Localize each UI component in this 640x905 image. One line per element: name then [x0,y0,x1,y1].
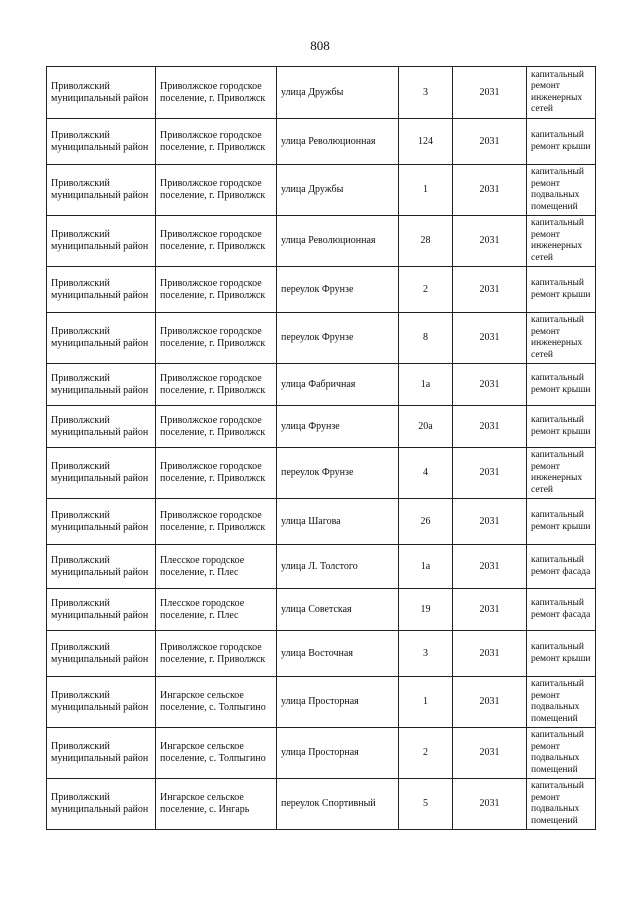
settlement-cell: Ингарское сельское поселение, с. Толпыгино [156,677,277,728]
house-number-cell: 26 [399,499,453,545]
settlement-cell: Приволжское городское поселение, г. Приволжск [156,406,277,448]
work-type-cell: капитальный ремонт подвальных помещений [527,165,596,216]
year-cell: 2031 [453,406,527,448]
house-number-cell: 2 [399,267,453,313]
district-cell: Приволжский муниципальный район [47,545,156,589]
settlement-cell: Приволжское городское поселение, г. Приволжск [156,165,277,216]
year-cell: 2031 [453,267,527,313]
street-cell: улица Просторная [277,677,399,728]
house-number-cell: 1а [399,545,453,589]
work-type-cell: капитальный ремонт крыши [527,267,596,313]
table-row [47,67,596,119]
work-type-cell: капитальный ремонт фасада [527,545,596,589]
district-cell: Приволжский муниципальный район [47,677,156,728]
year-cell: 2031 [453,364,527,406]
table-row [47,119,596,165]
settlement-cell: Приволжское городское поселение, г. Приволжск [156,313,277,364]
district-cell: Приволжский муниципальный район [47,779,156,830]
house-number-cell: 2 [399,728,453,779]
house-number-cell: 1а [399,364,453,406]
page-number: 808 [310,38,330,53]
house-number-cell: 3 [399,67,453,119]
table-row [47,216,596,267]
table-row [47,779,596,830]
street-cell: улица Фабричная [277,364,399,406]
house-number-cell: 8 [399,313,453,364]
work-type-cell: капитальный ремонт подвальных помещений [527,779,596,830]
table-row [47,677,596,728]
year-cell: 2031 [453,313,527,364]
table-row [47,448,596,499]
district-cell: Приволжский муниципальный район [47,165,156,216]
year-cell: 2031 [453,545,527,589]
settlement-cell: Плесское городское поселение, г. Плес [156,545,277,589]
work-type-cell: капитальный ремонт инженерных сетей [527,216,596,267]
year-cell: 2031 [453,499,527,545]
street-cell: улица Просторная [277,728,399,779]
settlement-cell: Приволжское городское поселение, г. Приволжск [156,448,277,499]
table-row [47,589,596,631]
year-cell: 2031 [453,119,527,165]
work-type-cell: капитальный ремонт крыши [527,631,596,677]
registry-table-body [47,67,596,830]
work-type-cell: капитальный ремонт подвальных помещений [527,677,596,728]
house-number-cell: 20а [399,406,453,448]
year-cell: 2031 [453,589,527,631]
settlement-cell: Приволжское городское поселение, г. Приволжск [156,499,277,545]
district-cell: Приволжский муниципальный район [47,631,156,677]
work-type-cell: капитальный ремонт крыши [527,499,596,545]
year-cell: 2031 [453,779,527,830]
settlement-cell: Приволжское городское поселение, г. Приволжск [156,267,277,313]
district-cell: Приволжский муниципальный район [47,267,156,313]
district-cell: Приволжский муниципальный район [47,448,156,499]
street-cell: переулок Спортивный [277,779,399,830]
work-type-cell: капитальный ремонт подвальных помещений [527,728,596,779]
district-cell: Приволжский муниципальный район [47,589,156,631]
table-row [47,499,596,545]
table-row [47,545,596,589]
district-cell: Приволжский муниципальный район [47,499,156,545]
settlement-cell: Приволжское городское поселение, г. Приволжск [156,631,277,677]
year-cell: 2031 [453,677,527,728]
table-row [47,406,596,448]
year-cell: 2031 [453,448,527,499]
settlement-cell: Ингарское сельское поселение, с. Толпыгино [156,728,277,779]
street-cell: улица Советская [277,589,399,631]
table-row [47,364,596,406]
street-cell: переулок Фрунзе [277,448,399,499]
house-number-cell: 1 [399,165,453,216]
settlement-cell: Приволжское городское поселение, г. Приволжск [156,119,277,165]
district-cell: Приволжский муниципальный район [47,67,156,119]
settlement-cell: Ингарское сельское поселение, с. Ингарь [156,779,277,830]
settlement-cell: Приволжское городское поселение, г. Приволжск [156,364,277,406]
house-number-cell: 5 [399,779,453,830]
year-cell: 2031 [453,216,527,267]
district-cell: Приволжский муниципальный район [47,216,156,267]
registry-table [46,66,596,830]
house-number-cell: 124 [399,119,453,165]
year-cell: 2031 [453,165,527,216]
street-cell: переулок Фрунзе [277,313,399,364]
district-cell: Приволжский муниципальный район [47,728,156,779]
work-type-cell: капитальный ремонт фасада [527,589,596,631]
street-cell: улица Фрунзе [277,406,399,448]
table-row [47,728,596,779]
house-number-cell: 4 [399,448,453,499]
district-cell: Приволжский муниципальный район [47,364,156,406]
street-cell: улица Восточная [277,631,399,677]
table-row [47,165,596,216]
district-cell: Приволжский муниципальный район [47,313,156,364]
year-cell: 2031 [453,67,527,119]
work-type-cell: капитальный ремонт крыши [527,364,596,406]
table-row [47,267,596,313]
house-number-cell: 1 [399,677,453,728]
table-row [47,631,596,677]
district-cell: Приволжский муниципальный район [47,406,156,448]
work-type-cell: капитальный ремонт крыши [527,119,596,165]
year-cell: 2031 [453,631,527,677]
street-cell: улица Дружбы [277,67,399,119]
work-type-cell: капитальный ремонт инженерных сетей [527,313,596,364]
settlement-cell: Приволжское городское поселение, г. Приволжск [156,67,277,119]
street-cell: улица Л. Толстого [277,545,399,589]
street-cell: улица Революционная [277,119,399,165]
work-type-cell: капитальный ремонт инженерных сетей [527,448,596,499]
street-cell: улица Дружбы [277,165,399,216]
house-number-cell: 3 [399,631,453,677]
table-row [47,313,596,364]
year-cell: 2031 [453,728,527,779]
settlement-cell: Плесское городское поселение, г. Плес [156,589,277,631]
street-cell: улица Шагова [277,499,399,545]
district-cell: Приволжский муниципальный район [47,119,156,165]
house-number-cell: 19 [399,589,453,631]
street-cell: переулок Фрунзе [277,267,399,313]
work-type-cell: капитальный ремонт крыши [527,406,596,448]
settlement-cell: Приволжское городское поселение, г. Приволжск [156,216,277,267]
house-number-cell: 28 [399,216,453,267]
street-cell: улица Революционная [277,216,399,267]
work-type-cell: капитальный ремонт инженерных сетей [527,67,596,119]
